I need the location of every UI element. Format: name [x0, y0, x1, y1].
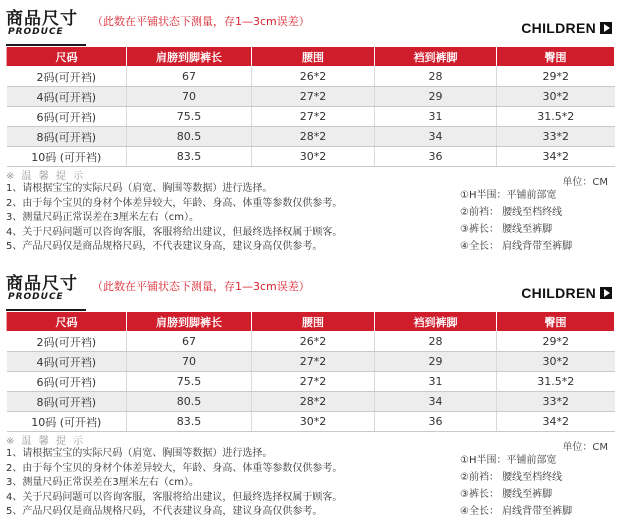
- table-cell: 27*2: [252, 87, 375, 107]
- tip-item: 4、关于尺码问题可以咨询客服，客服将给出建议，但最终选择权属于顾客。: [6, 226, 343, 238]
- column-header: 肩膀到脚裤长: [127, 312, 252, 332]
- table-cell: 29*2: [497, 332, 615, 352]
- table-cell: 31.5*2: [497, 372, 615, 392]
- column-header: 腰围: [252, 47, 375, 67]
- measure-item: ④全长： 肩线背带至裤脚: [460, 506, 573, 517]
- size-chart-header: [0, 0, 620, 46]
- section-subtitle: PRODUCE: [8, 292, 64, 302]
- table-cell: 30*2: [497, 352, 615, 372]
- measure-item: ①H半围：平铺前部宽: [460, 190, 557, 201]
- table-cell: 36: [375, 147, 497, 167]
- size-table: [6, 46, 615, 167]
- section-title: 商品尺寸: [6, 274, 78, 294]
- tip-item: 5、产品尺码仅是商品规格尺码，不代表建议身高，建议身高仅供参考。: [6, 241, 323, 252]
- table-row: [7, 392, 615, 412]
- table-cell: 27*2: [252, 107, 375, 127]
- measurement-note: （此数在平铺状态下测量，存1—3cm误差）: [92, 280, 310, 293]
- table-cell: 28*2: [252, 127, 375, 147]
- table-cell: 6码(可开裆): [7, 372, 127, 392]
- table-row: [7, 107, 615, 127]
- table-cell: 70: [127, 87, 252, 107]
- children-badge: [521, 20, 612, 36]
- measurement-guide: [460, 452, 572, 520]
- measurement-guide: [460, 187, 572, 255]
- unit-label: 单位：CM: [562, 442, 608, 453]
- measure-item: ③裤长： 腰线至裤脚: [460, 489, 553, 500]
- table-row: [7, 372, 615, 392]
- table-cell: 30*2: [497, 87, 615, 107]
- measure-item: ①H半围：平铺前部宽: [460, 455, 557, 466]
- table-cell: 10码 (可开裆): [7, 412, 127, 432]
- tip-item: 5、产品尺码仅是商品规格尺码，不代表建议身高，建议身高仅供参考。: [6, 506, 323, 517]
- table-cell: 31.5*2: [497, 107, 615, 127]
- table-cell: 4码(可开裆): [7, 87, 127, 107]
- table-cell: 34*2: [497, 147, 615, 167]
- section-subtitle: PRODUCE: [8, 27, 64, 37]
- table-cell: 34*2: [497, 412, 615, 432]
- tip-item: 1、请根据宝宝的实际尺码（肩宽、胸围等数据）进行选择。: [6, 448, 273, 459]
- tip-item: 3、测量尺码正常误差在3厘米左右（cm）。: [6, 212, 199, 223]
- table-cell: 83.5: [127, 147, 252, 167]
- table-cell: 29*2: [497, 67, 615, 87]
- tip-item: 4、关于尺码问题可以咨询客服，客服将给出建议，但最终选择权属于顾客。: [6, 491, 343, 503]
- size-chart-panel-duplicate: [0, 265, 620, 530]
- column-header: 裆到裤脚: [375, 47, 497, 67]
- play-arrow-icon: [600, 287, 612, 299]
- table-cell: 75.5: [127, 107, 252, 127]
- table-row: [7, 412, 615, 432]
- children-label: CHILDREN: [521, 285, 596, 301]
- table-cell: 28: [375, 332, 497, 352]
- table-cell: 30*2: [252, 412, 375, 432]
- table-cell: 31: [375, 107, 497, 127]
- table-cell: 31: [375, 372, 497, 392]
- table-cell: 83.5: [127, 412, 252, 432]
- column-header: 腰围: [252, 312, 375, 332]
- table-cell: 29: [375, 352, 497, 372]
- tips-title: ※ 温 馨 提 示: [6, 436, 86, 447]
- table-cell: 36: [375, 412, 497, 432]
- tips-title: ※ 温 馨 提 示: [6, 171, 86, 182]
- table-cell: 27*2: [252, 372, 375, 392]
- table-cell: 2码(可开裆): [7, 67, 127, 87]
- measure-item: ④全长： 肩线背带至裤脚: [460, 241, 573, 252]
- tip-item: 2、由于每个宝贝的身材个体差异较大，年龄、身高、体重等参数仅供参考。: [6, 462, 343, 474]
- table-cell: 29: [375, 87, 497, 107]
- unit-label: 单位：CM: [562, 177, 608, 188]
- tips-section: [4, 432, 616, 530]
- size-table: [6, 311, 615, 432]
- table-cell: 70: [127, 352, 252, 372]
- measure-item: ③裤长： 腰线至裤脚: [460, 224, 553, 235]
- table-cell: 27*2: [252, 352, 375, 372]
- tips-list: [6, 447, 342, 520]
- table-cell: 4码(可开裆): [7, 352, 127, 372]
- column-header: 裆到裤脚: [375, 312, 497, 332]
- table-cell: 8码(可开裆): [7, 127, 127, 147]
- table-cell: 67: [127, 332, 252, 352]
- tip-item: 1、请根据宝宝的实际尺码（肩宽、胸围等数据）进行选择。: [6, 183, 273, 194]
- table-row: [7, 87, 615, 107]
- play-arrow-icon: [600, 22, 612, 34]
- table-cell: 28: [375, 67, 497, 87]
- tips-list: [6, 182, 342, 255]
- table-row: [7, 67, 615, 87]
- column-header: 臀围: [497, 312, 615, 332]
- table-cell: 67: [127, 67, 252, 87]
- column-header: 肩膀到脚裤长: [127, 47, 252, 67]
- tip-item: 3、测量尺码正常误差在3厘米左右（cm）。: [6, 477, 199, 488]
- table-cell: 30*2: [252, 147, 375, 167]
- table-cell: 26*2: [252, 332, 375, 352]
- measure-item: ②前裆： 腰线至档终线: [460, 472, 563, 483]
- column-header: 尺码: [7, 312, 127, 332]
- table-cell: 8码(可开裆): [7, 392, 127, 412]
- column-header: 臀围: [497, 47, 615, 67]
- table-row: [7, 332, 615, 352]
- section-title: 商品尺寸: [6, 9, 78, 29]
- table-cell: 34: [375, 392, 497, 412]
- table-cell: 33*2: [497, 127, 615, 147]
- table-cell: 80.5: [127, 392, 252, 412]
- table-cell: 75.5: [127, 372, 252, 392]
- column-header: 尺码: [7, 47, 127, 67]
- table-cell: 6码(可开裆): [7, 107, 127, 127]
- table-cell: 2码(可开裆): [7, 332, 127, 352]
- table-cell: 33*2: [497, 392, 615, 412]
- tips-section: [4, 167, 616, 265]
- table-header-row: [7, 47, 615, 67]
- children-label: CHILDREN: [521, 20, 596, 36]
- table-row: [7, 127, 615, 147]
- size-chart-header: [0, 265, 620, 311]
- table-row: [7, 352, 615, 372]
- table-cell: 34: [375, 127, 497, 147]
- measurement-note: （此数在平铺状态下测量，存1—3cm误差）: [92, 15, 310, 28]
- table-cell: 26*2: [252, 67, 375, 87]
- table-header-row: [7, 312, 615, 332]
- table-cell: 10码 (可开裆): [7, 147, 127, 167]
- table-row: [7, 147, 615, 167]
- measure-item: ②前裆： 腰线至档终线: [460, 207, 563, 218]
- table-cell: 80.5: [127, 127, 252, 147]
- table-cell: 28*2: [252, 392, 375, 412]
- tip-item: 2、由于每个宝贝的身材个体差异较大，年龄、身高、体重等参数仅供参考。: [6, 197, 343, 209]
- children-badge: [521, 285, 612, 301]
